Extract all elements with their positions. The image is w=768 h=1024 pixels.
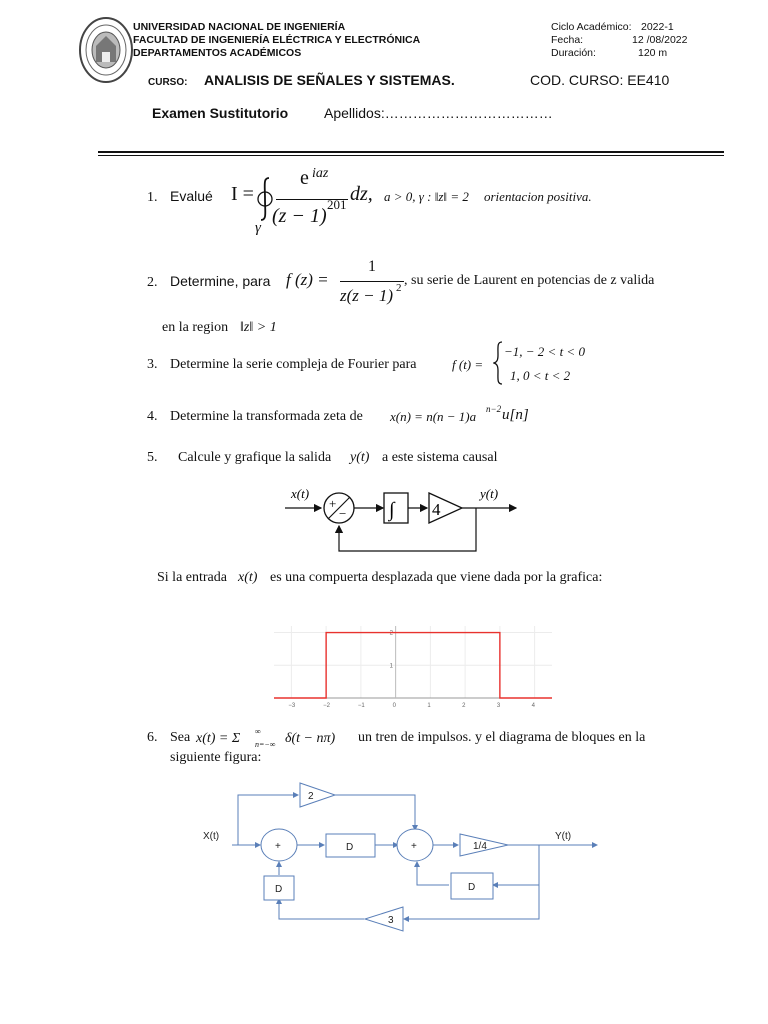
svg-text:3: 3	[388, 915, 394, 926]
duration-value: 120 m	[638, 47, 668, 59]
q5-x-t: x(t)	[238, 570, 258, 585]
q6-sum-1	[261, 829, 297, 861]
x-tick-label: 0	[392, 703, 396, 709]
q5-gain-block	[429, 493, 462, 523]
q6-text-pre: Sea	[170, 730, 191, 745]
date-value: 12 /08/2022	[632, 34, 688, 46]
q1-number: 1.	[147, 190, 158, 205]
svg-text:D: D	[275, 884, 283, 895]
departments-name: DEPARTAMENTOS ACADÉMICOS	[133, 47, 302, 59]
q3-case2: 1, 0 < t < 2	[510, 368, 571, 383]
q1-contour-gamma: γ	[255, 220, 261, 236]
q6-delay-forward	[326, 834, 375, 857]
q4-text: Determine la transformada zeta de	[170, 409, 363, 424]
q6-sum-upper: ∞	[255, 727, 261, 736]
q6-line2: siguiente figura:	[170, 750, 262, 765]
q5-number: 5.	[147, 450, 158, 465]
q5-input-text-post: es una compuerta desplazada que viene dada por la grafica:	[270, 570, 603, 585]
q5-y-t: y(t)	[350, 450, 370, 465]
y-tick-label: 2	[389, 630, 393, 637]
q3-brace	[493, 341, 503, 390]
q4-number: 4.	[147, 409, 158, 424]
q5-plus: +	[329, 496, 337, 511]
exam-title: Examen Sustitutorio	[152, 105, 289, 121]
university-name: UNIVERSIDAD NACIONAL DE INGENIERÍA	[133, 21, 346, 33]
q4-tail: u[n]	[502, 407, 529, 423]
q6-sum-lower: n=−∞	[255, 740, 276, 749]
q2-numerator: 1	[368, 258, 376, 275]
seal-icon	[78, 16, 134, 84]
course-name: ANALISIS DE SEÑALES Y SISTEMAS.	[204, 72, 455, 88]
svg-text:+: +	[275, 841, 281, 852]
q1-text: Evalué	[170, 188, 213, 204]
q6-expr: x(t) = Σ	[196, 731, 241, 746]
q2-tail: , su serie de Laurent en potencias de z valida	[404, 273, 655, 288]
q5-integrator: ∫	[389, 499, 395, 521]
x-tick-label: 4	[531, 703, 535, 709]
q6-block-diagram	[195, 775, 615, 940]
q2-den-power: 2	[396, 282, 402, 294]
q6-input-label: X(t)	[203, 831, 220, 842]
course-label: CURSO:	[148, 77, 188, 88]
header-divider	[98, 151, 724, 153]
course-code: COD. CURSO: EE410	[530, 72, 670, 88]
q1-i-equals: I =	[231, 183, 254, 205]
q1-den-power: 201	[327, 197, 347, 212]
q2-region-math: ‖z‖ > 1	[240, 320, 277, 335]
q6-number: 6.	[147, 730, 158, 745]
svg-text:2: 2	[308, 791, 314, 802]
q1-orientation: orientacion positiva.	[484, 189, 592, 204]
x-tick-label: −3	[288, 703, 296, 709]
q5-summing-junction	[324, 493, 354, 523]
q5-minus: −	[339, 506, 347, 521]
q1-exp-power: iaz	[312, 166, 329, 181]
q3-ft: f (t) =	[452, 357, 484, 372]
q5-block-diagram	[280, 480, 530, 561]
q4-expr: x(n) = n(n − 1)a	[390, 409, 477, 424]
q6-gain-top	[300, 783, 335, 807]
q6-expr2: δ(t − nπ)	[285, 731, 336, 746]
q1-denominator: (z − 1)	[272, 205, 327, 227]
y-tick-label: 1	[389, 663, 393, 670]
university-seal	[78, 16, 134, 84]
svg-text:1/4: 1/4	[473, 841, 487, 852]
svg-text:D: D	[346, 842, 354, 853]
q2-denominator: z(z − 1)	[340, 286, 394, 305]
q3-text: Determine la serie compleja de Fourier para	[170, 357, 417, 372]
q5-text-post: a este sistema causal	[382, 450, 498, 465]
svg-text:D: D	[468, 882, 476, 893]
q2-text: Determine, para	[170, 273, 271, 289]
q4-power: n−2	[486, 404, 502, 414]
x-tick-label: −1	[357, 703, 365, 709]
q6-delay-feedback	[451, 873, 493, 899]
date-label: Fecha:	[551, 34, 584, 46]
q1-exp-base: e	[300, 167, 309, 189]
q2-fz: f (z) =	[286, 270, 329, 289]
q3-number: 3.	[147, 357, 158, 372]
gate-signal-chart	[268, 618, 558, 717]
header-divider-thin	[98, 155, 724, 156]
q6-delay-left	[264, 876, 294, 900]
x-tick-label: 3	[496, 703, 501, 709]
q6-output-label: Y(t)	[555, 831, 572, 842]
q5-input-text-pre: Si la entrada	[157, 570, 227, 585]
q2-fraction-bar	[340, 281, 404, 282]
gate-chart-svg	[268, 618, 558, 712]
surname-field: Apellidos:………………………………	[324, 105, 553, 121]
faculty-name: FACULTAD DE INGENIERÍA ELÉCTRICA Y ELECTRÓNICA	[133, 34, 421, 46]
x-tick-label: 1	[427, 703, 431, 709]
q1-condition: a > 0, γ : ‖z‖ = 2	[384, 189, 469, 204]
svg-text:+: +	[411, 841, 417, 852]
q6-gain-out	[460, 834, 508, 856]
x-tick-label: 2	[462, 703, 466, 709]
cycle-label: Ciclo Académico:	[551, 21, 632, 33]
q5-gain: 4	[432, 500, 441, 519]
q5-integrator-block	[384, 493, 408, 523]
q5-input-label: x(t)	[291, 486, 310, 501]
q2-region-text: en la region	[162, 320, 229, 335]
q5-text-pre: Calcule y grafique la salida	[178, 450, 332, 465]
q6-sum-2	[397, 829, 433, 861]
q2-number: 2.	[147, 275, 158, 290]
duration-label: Duración:	[551, 47, 596, 59]
x-tick-label: −2	[323, 703, 330, 709]
q1-dz: dz,	[350, 183, 373, 205]
q3-case1: −1, − 2 < t < 0	[504, 344, 585, 359]
cycle-value: 2022-1	[641, 21, 674, 33]
q5-output-label: y(t)	[480, 486, 499, 501]
q6-gain-bottom	[365, 907, 403, 931]
q6-text-post: un tren de impulsos. y el diagrama de bloques en la	[358, 730, 646, 745]
